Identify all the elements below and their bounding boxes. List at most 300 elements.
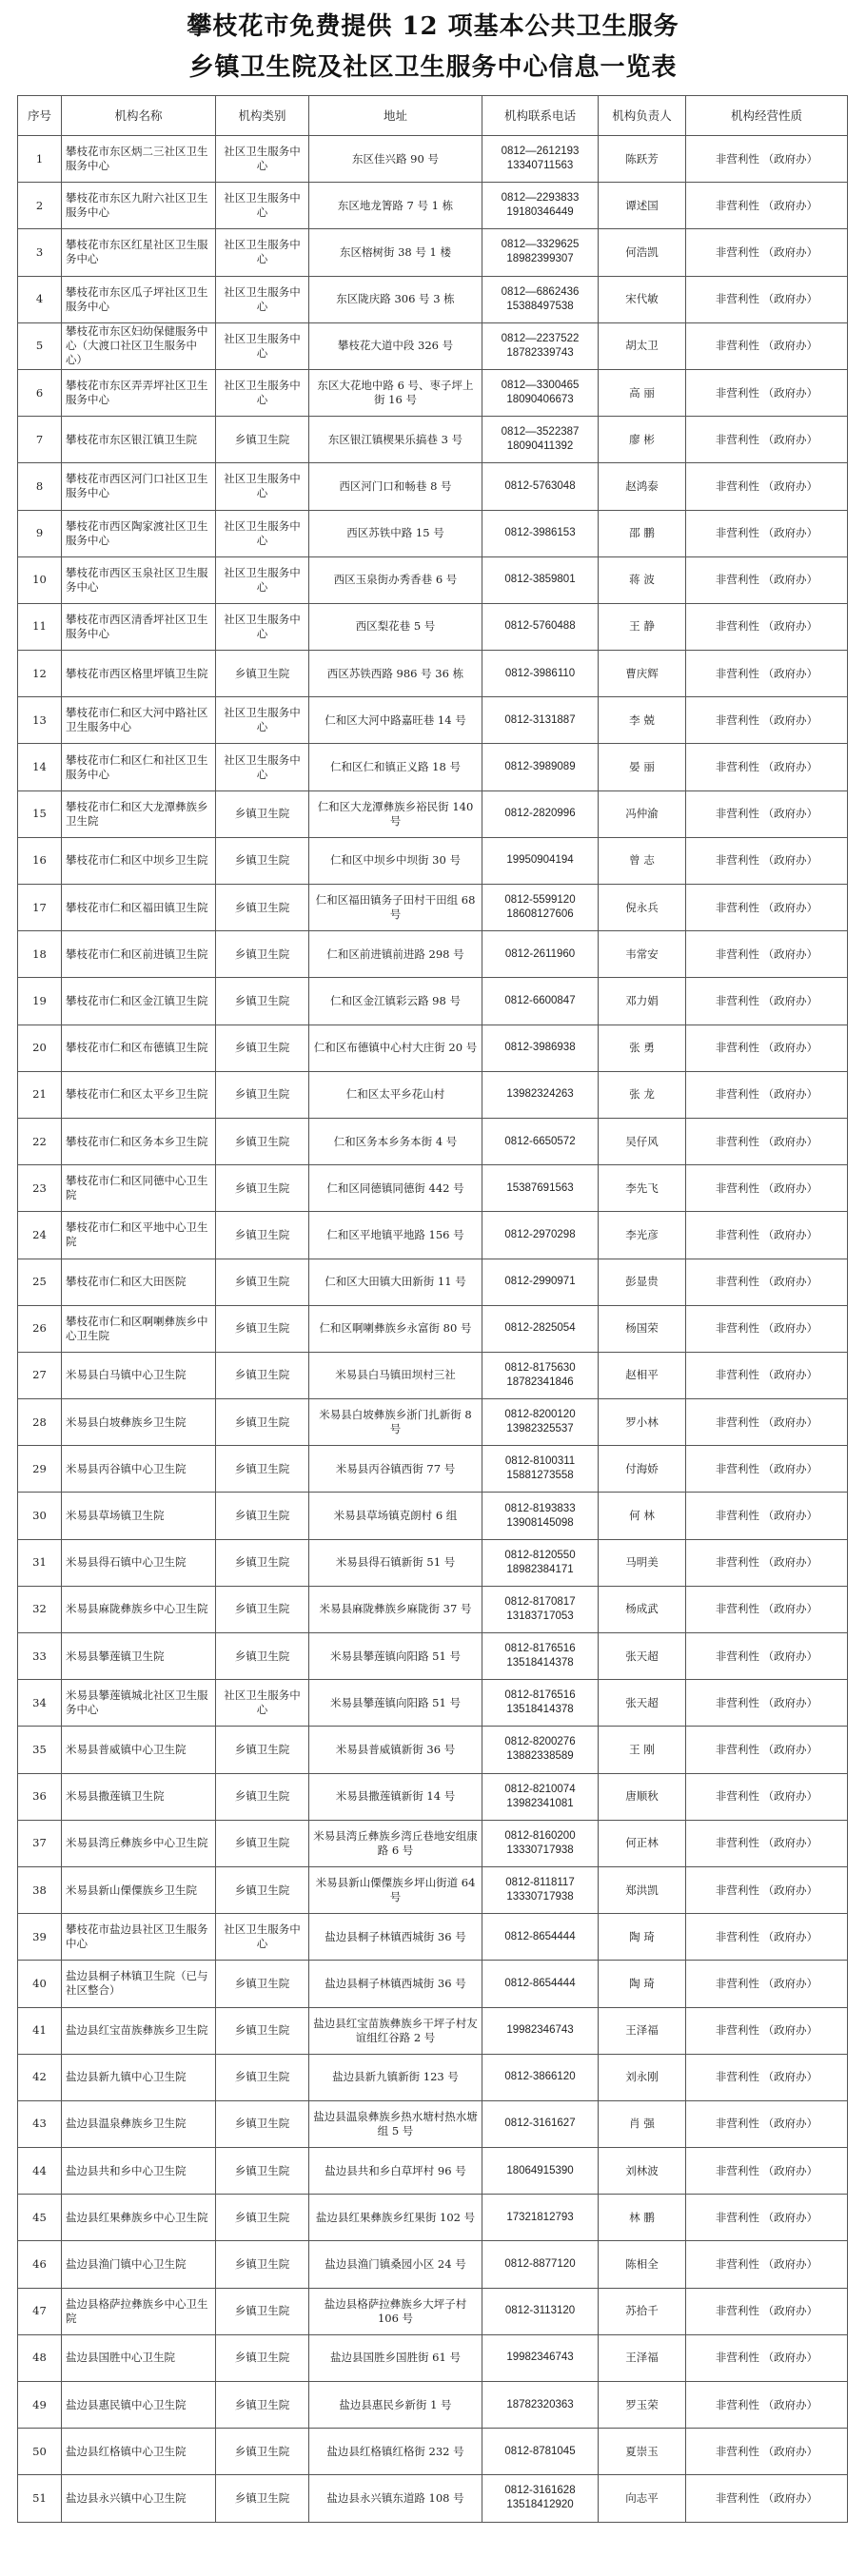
cell-nature: 非营利性 （政府办） (686, 2007, 848, 2054)
table-row (18, 229, 848, 276)
cell-name: 米易县普威镇中心卫生院 (62, 1727, 216, 1773)
cell-phone: 0812-5763048 (482, 463, 599, 510)
cell-name: 攀枝花市东区红星社区卫生服务中心 (62, 229, 216, 276)
cell-address: 盐边县桐子林镇西城街 36 号 (309, 1914, 482, 1961)
cell-phone: 0812-3866120 (482, 2054, 599, 2100)
cell-no: 15 (18, 790, 62, 837)
table-row (18, 744, 848, 790)
table-row (18, 556, 848, 603)
cell-name: 米易县得石镇中心卫生院 (62, 1539, 216, 1586)
cell-nature: 非营利性 （政府办） (686, 1914, 848, 1961)
cell-head: 吴仔风 (599, 1118, 686, 1164)
cell-nature: 非营利性 （政府办） (686, 885, 848, 931)
cell-no: 33 (18, 1633, 62, 1680)
cell-address: 盐边县共和乡白草坪村 96 号 (309, 2148, 482, 2195)
table-row (18, 1352, 848, 1398)
table-row (18, 369, 848, 416)
cell-no: 5 (18, 322, 62, 369)
cell-nature: 非营利性 （政府办） (686, 1493, 848, 1539)
cell-name: 盐边县新九镇中心卫生院 (62, 2054, 216, 2100)
cell-phone: 0812-3161628 13518412920 (482, 2475, 599, 2522)
cell-type: 乡镇卫生院 (216, 1352, 309, 1398)
table-row (18, 837, 848, 884)
cell-name: 米易县丙谷镇中心卫生院 (62, 1446, 216, 1493)
cell-address: 米易县白马镇田坝村三社 (309, 1352, 482, 1398)
cell-head: 陶 琦 (599, 1961, 686, 2007)
table-row (18, 2148, 848, 2195)
table-row (18, 2241, 848, 2288)
cell-head: 陈跃芳 (599, 136, 686, 183)
cell-address: 仁和区福田镇务子田村干田组 68 号 (309, 885, 482, 931)
cell-no: 39 (18, 1914, 62, 1961)
cell-no: 17 (18, 885, 62, 931)
cell-name: 攀枝花市仁和区太平乡卫生院 (62, 1071, 216, 1118)
cell-phone: 0812-3986153 (482, 510, 599, 556)
cell-type: 社区卫生服务中心 (216, 322, 309, 369)
table-row (18, 697, 848, 744)
cell-address: 盐边县国胜乡国胜街 61 号 (309, 2334, 482, 2381)
cell-address: 盐边县惠民乡新街 1 号 (309, 2382, 482, 2429)
table-row (18, 322, 848, 369)
cell-address: 仁和区啊喇彝族乡永富街 80 号 (309, 1305, 482, 1352)
cell-phone: 18064915390 (482, 2148, 599, 2195)
cell-nature: 非营利性 （政府办） (686, 276, 848, 322)
table-row (18, 136, 848, 183)
table-row (18, 1165, 848, 1212)
cell-nature: 非营利性 （政府办） (686, 978, 848, 1025)
cell-head: 韦常安 (599, 931, 686, 978)
cell-address: 东区银江镇楔果乐搞巷 3 号 (309, 417, 482, 463)
table-row (18, 1071, 848, 1118)
table-row (18, 651, 848, 697)
cell-no: 29 (18, 1446, 62, 1493)
cell-no: 9 (18, 510, 62, 556)
cell-phone: 0812—3300465 18090406673 (482, 369, 599, 416)
cell-no: 38 (18, 1866, 62, 1913)
cell-head: 邵 鹏 (599, 510, 686, 556)
cell-phone: 19982346743 (482, 2007, 599, 2054)
cell-head: 蒋 波 (599, 556, 686, 603)
cell-head: 何浩凯 (599, 229, 686, 276)
cell-nature: 非营利性 （政府办） (686, 556, 848, 603)
cell-type: 乡镇卫生院 (216, 931, 309, 978)
cell-type: 乡镇卫生院 (216, 2100, 309, 2147)
table-row (18, 2382, 848, 2429)
cell-type: 乡镇卫生院 (216, 1259, 309, 1305)
cell-address: 盐边县温泉彝族乡热水塘村热水塘组 5 号 (309, 2100, 482, 2147)
cell-phone: 17321812793 (482, 2195, 599, 2241)
cell-nature: 非营利性 （政府办） (686, 1071, 848, 1118)
cell-nature: 非营利性 （政府办） (686, 1025, 848, 1071)
cell-phone: 0812—2237522 18782339743 (482, 322, 599, 369)
cell-head: 彭显贵 (599, 1259, 686, 1305)
table-row (18, 1118, 848, 1164)
cell-address: 东区陇庆路 306 号 3 栋 (309, 276, 482, 322)
cell-address: 米易县草场镇克朗村 6 组 (309, 1493, 482, 1539)
cell-address: 东区佳兴路 90 号 (309, 136, 482, 183)
table-row (18, 1680, 848, 1727)
cell-head: 李光彦 (599, 1212, 686, 1259)
cell-head: 王 静 (599, 603, 686, 650)
cell-type: 社区卫生服务中心 (216, 276, 309, 322)
cell-phone: 0812-6650572 (482, 1118, 599, 1164)
cell-no: 10 (18, 556, 62, 603)
cell-no: 4 (18, 276, 62, 322)
table-row (18, 1446, 848, 1493)
cell-no: 6 (18, 369, 62, 416)
cell-nature: 非营利性 （政府办） (686, 183, 848, 229)
cell-address: 米易县麻陇彝族乡麻陇街 37 号 (309, 1586, 482, 1632)
cell-head: 谭述国 (599, 183, 686, 229)
cell-head: 何正林 (599, 1820, 686, 1866)
cell-type: 乡镇卫生院 (216, 1961, 309, 2007)
cell-phone: 0812-2990971 (482, 1259, 599, 1305)
cell-nature: 非营利性 （政府办） (686, 1820, 848, 1866)
cell-type: 乡镇卫生院 (216, 2054, 309, 2100)
cell-address: 盐边县红格镇红格街 232 号 (309, 2429, 482, 2475)
cell-name: 攀枝花市仁和区仁和社区卫生服务中心 (62, 744, 216, 790)
cell-no: 12 (18, 651, 62, 697)
cell-nature: 非营利性 （政府办） (686, 837, 848, 884)
cell-phone: 0812-8100311 15881273558 (482, 1446, 599, 1493)
cell-address: 米易县丙谷镇西街 77 号 (309, 1446, 482, 1493)
cell-no: 14 (18, 744, 62, 790)
table-row (18, 885, 848, 931)
cell-address: 盐边县红果彝族乡红果街 102 号 (309, 2195, 482, 2241)
cell-type: 乡镇卫生院 (216, 1493, 309, 1539)
cell-address: 盐边县格萨拉彝族乡大坪子村 106 号 (309, 2288, 482, 2334)
cell-no: 24 (18, 1212, 62, 1259)
cell-type: 乡镇卫生院 (216, 1633, 309, 1680)
cell-head: 赵相平 (599, 1352, 686, 1398)
cell-phone: 0812-3113120 (482, 2288, 599, 2334)
cell-name: 米易县白坡彝族乡卫生院 (62, 1399, 216, 1446)
cell-nature: 非营利性 （政府办） (686, 2148, 848, 2195)
cell-head: 杨国荣 (599, 1305, 686, 1352)
cell-head: 王泽福 (599, 2334, 686, 2381)
cell-phone: 0812—2612193 13340711563 (482, 136, 599, 183)
cell-no: 16 (18, 837, 62, 884)
cell-name: 攀枝花市仁和区布德镇卫生院 (62, 1025, 216, 1071)
cell-head: 冯仲渝 (599, 790, 686, 837)
table-row (18, 510, 848, 556)
table-row (18, 978, 848, 1025)
cell-name: 盐边县格萨拉彝族乡中心卫生院 (62, 2288, 216, 2334)
cell-type: 社区卫生服务中心 (216, 463, 309, 510)
table-row (18, 1025, 848, 1071)
table-row (18, 1866, 848, 1913)
document-title-line2: 乡镇卫生院及社区卫生服务中心信息一览表 (188, 53, 678, 82)
cell-nature: 非营利性 （政府办） (686, 1446, 848, 1493)
cell-name: 攀枝花市东区瓜子坪社区卫生服务中心 (62, 276, 216, 322)
cell-phone: 0812-8654444 (482, 1961, 599, 2007)
cell-name: 攀枝花市东区弄弄坪社区卫生服务中心 (62, 369, 216, 416)
cell-head: 陈相全 (599, 2241, 686, 2288)
cell-head: 陶 琦 (599, 1914, 686, 1961)
header-type: 机构类别 (216, 96, 309, 136)
cell-name: 攀枝花市西区陶家渡社区卫生服务中心 (62, 510, 216, 556)
cell-phone: 0812-8200120 13982325537 (482, 1399, 599, 1446)
cell-name: 盐边县红格镇中心卫生院 (62, 2429, 216, 2475)
cell-address: 东区地龙箐路 7 号 1 栋 (309, 183, 482, 229)
cell-name: 攀枝花市西区玉泉社区卫生服务中心 (62, 556, 216, 603)
cell-nature: 非营利性 （政府办） (686, 1352, 848, 1398)
cell-nature: 非营利性 （政府办） (686, 1866, 848, 1913)
cell-phone: 0812-8877120 (482, 2241, 599, 2288)
cell-nature: 非营利性 （政府办） (686, 1586, 848, 1632)
cell-head: 李先飞 (599, 1165, 686, 1212)
cell-phone: 0812—6862436 15388497538 (482, 276, 599, 322)
cell-no: 7 (18, 417, 62, 463)
cell-no: 25 (18, 1259, 62, 1305)
cell-head: 张天超 (599, 1633, 686, 1680)
cell-name: 攀枝花市西区河门口社区卫生服务中心 (62, 463, 216, 510)
cell-name: 盐边县渔门镇中心卫生院 (62, 2241, 216, 2288)
cell-no: 43 (18, 2100, 62, 2147)
cell-no: 35 (18, 1727, 62, 1773)
cell-nature: 非营利性 （政府办） (686, 651, 848, 697)
cell-address: 仁和区大龙潭彝族乡裕民街 140 号 (309, 790, 482, 837)
cell-nature: 非营利性 （政府办） (686, 2100, 848, 2147)
cell-nature: 非营利性 （政府办） (686, 603, 848, 650)
cell-phone: 15387691563 (482, 1165, 599, 1212)
table-row (18, 1727, 848, 1773)
table-row (18, 790, 848, 837)
cell-name: 攀枝花市西区清香坪社区卫生服务中心 (62, 603, 216, 650)
cell-type: 乡镇卫生院 (216, 1539, 309, 1586)
cell-type: 社区卫生服务中心 (216, 1914, 309, 1961)
cell-nature: 非营利性 （政府办） (686, 1961, 848, 2007)
cell-type: 乡镇卫生院 (216, 2241, 309, 2288)
cell-address: 西区苏铁西路 986 号 36 栋 (309, 651, 482, 697)
table-row (18, 1961, 848, 2007)
cell-address: 仁和区大田镇大田新街 11 号 (309, 1259, 482, 1305)
cell-phone: 0812—3329625 18982399307 (482, 229, 599, 276)
cell-phone: 0812-3986110 (482, 651, 599, 697)
cell-name: 米易县攀莲镇卫生院 (62, 1633, 216, 1680)
cell-type: 社区卫生服务中心 (216, 229, 309, 276)
cell-type: 乡镇卫生院 (216, 2007, 309, 2054)
header-phone: 机构联系电话 (482, 96, 599, 136)
table-row (18, 1914, 848, 1961)
cell-phone: 0812-2970298 (482, 1212, 599, 1259)
cell-name: 攀枝花市仁和区大田医院 (62, 1259, 216, 1305)
cell-phone: 0812-6600847 (482, 978, 599, 1025)
cell-address: 西区梨花巷 5 号 (309, 603, 482, 650)
cell-nature: 非营利性 （政府办） (686, 369, 848, 416)
cell-name: 攀枝花市东区银江镇卫生院 (62, 417, 216, 463)
cell-type: 乡镇卫生院 (216, 417, 309, 463)
cell-name: 米易县草场镇卫生院 (62, 1493, 216, 1539)
cell-nature: 非营利性 （政府办） (686, 790, 848, 837)
cell-head: 肖 强 (599, 2100, 686, 2147)
cell-phone: 0812-8118117 13330717938 (482, 1866, 599, 1913)
cell-nature: 非营利性 （政府办） (686, 931, 848, 978)
cell-no: 22 (18, 1118, 62, 1164)
cell-head: 罗小林 (599, 1399, 686, 1446)
cell-head: 曾 志 (599, 837, 686, 884)
cell-no: 48 (18, 2334, 62, 2381)
cell-no: 44 (18, 2148, 62, 2195)
cell-nature: 非营利性 （政府办） (686, 2382, 848, 2429)
cell-no: 36 (18, 1773, 62, 1820)
cell-nature: 非营利性 （政府办） (686, 2475, 848, 2522)
cell-nature: 非营利性 （政府办） (686, 744, 848, 790)
cell-type: 乡镇卫生院 (216, 790, 309, 837)
table-row (18, 2100, 848, 2147)
cell-address: 仁和区前进镇前进路 298 号 (309, 931, 482, 978)
cell-type: 社区卫生服务中心 (216, 1680, 309, 1727)
cell-type: 社区卫生服务中心 (216, 183, 309, 229)
cell-head: 张 龙 (599, 1071, 686, 1118)
cell-address: 盐边县永兴镇东道路 108 号 (309, 2475, 482, 2522)
cell-no: 42 (18, 2054, 62, 2100)
cell-nature: 非营利性 （政府办） (686, 463, 848, 510)
cell-address: 仁和区仁和镇正义路 18 号 (309, 744, 482, 790)
cell-address: 米易县攀莲镇向阳路 51 号 (309, 1680, 482, 1727)
cell-type: 乡镇卫生院 (216, 1773, 309, 1820)
table-row (18, 1773, 848, 1820)
cell-name: 攀枝花市仁和区大龙潭彝族乡卫生院 (62, 790, 216, 837)
cell-head: 王 刚 (599, 1727, 686, 1773)
cell-nature: 非营利性 （政府办） (686, 510, 848, 556)
cell-address: 米易县得石镇新街 51 号 (309, 1539, 482, 1586)
cell-type: 乡镇卫生院 (216, 1727, 309, 1773)
header-name: 机构名称 (62, 96, 216, 136)
cell-no: 11 (18, 603, 62, 650)
cell-name: 米易县麻陇彝族乡中心卫生院 (62, 1586, 216, 1632)
cell-phone: 0812-3131887 (482, 697, 599, 744)
cell-no: 28 (18, 1399, 62, 1446)
cell-address: 米易县新山傈僳族乡坪山街道 64 号 (309, 1866, 482, 1913)
cell-no: 30 (18, 1493, 62, 1539)
cell-no: 26 (18, 1305, 62, 1352)
cell-no: 1 (18, 136, 62, 183)
table-row (18, 1212, 848, 1259)
cell-head: 王泽福 (599, 2007, 686, 2054)
cell-phone: 0812-3161627 (482, 2100, 599, 2147)
cell-phone: 0812-8654444 (482, 1914, 599, 1961)
cell-type: 乡镇卫生院 (216, 978, 309, 1025)
cell-head: 郑洪凯 (599, 1866, 686, 1913)
cell-no: 40 (18, 1961, 62, 2007)
cell-head: 刘林波 (599, 2148, 686, 2195)
cell-nature: 非营利性 （政府办） (686, 1165, 848, 1212)
cell-nature: 非营利性 （政府办） (686, 1305, 848, 1352)
cell-name: 盐边县惠民镇中心卫生院 (62, 2382, 216, 2429)
cell-nature: 非营利性 （政府办） (686, 1680, 848, 1727)
cell-nature: 非营利性 （政府办） (686, 136, 848, 183)
cell-no: 23 (18, 1165, 62, 1212)
cell-no: 3 (18, 229, 62, 276)
cell-name: 攀枝花市西区格里坪镇卫生院 (62, 651, 216, 697)
header-no: 序号 (18, 96, 62, 136)
cell-type: 乡镇卫生院 (216, 2382, 309, 2429)
cell-phone: 0812-3859801 (482, 556, 599, 603)
cell-head: 张 勇 (599, 1025, 686, 1071)
cell-nature: 非营利性 （政府办） (686, 2334, 848, 2381)
header-address: 地址 (309, 96, 482, 136)
cell-address: 东区大花地中路 6 号、枣子坪上街 16 号 (309, 369, 482, 416)
cell-nature: 非营利性 （政府办） (686, 1633, 848, 1680)
cell-type: 乡镇卫生院 (216, 1025, 309, 1071)
cell-phone: 19950904194 (482, 837, 599, 884)
cell-head: 苏拾千 (599, 2288, 686, 2334)
cell-name: 攀枝花市仁和区大河中路社区卫生服务中心 (62, 697, 216, 744)
cell-address: 仁和区务本乡务本街 4 号 (309, 1118, 482, 1164)
cell-no: 47 (18, 2288, 62, 2334)
cell-phone: 0812-3989089 (482, 744, 599, 790)
cell-name: 攀枝花市仁和区前进镇卫生院 (62, 931, 216, 978)
cell-head: 杨成武 (599, 1586, 686, 1632)
cell-nature: 非营利性 （政府办） (686, 1399, 848, 1446)
cell-phone: 0812-8200276 13882338589 (482, 1727, 599, 1773)
table-row (18, 2007, 848, 2054)
cell-phone: 0812-5599120 18608127606 (482, 885, 599, 931)
cell-head: 廖 彬 (599, 417, 686, 463)
cell-nature: 非营利性 （政府办） (686, 1727, 848, 1773)
cell-name: 攀枝花市仁和区金江镇卫生院 (62, 978, 216, 1025)
cell-nature: 非营利性 （政府办） (686, 697, 848, 744)
cell-name: 攀枝花市盐边县社区卫生服务中心 (62, 1914, 216, 1961)
cell-name: 米易县撒莲镇卫生院 (62, 1773, 216, 1820)
cell-phone: 19982346743 (482, 2334, 599, 2381)
cell-phone: 0812-8160200 13330717938 (482, 1820, 599, 1866)
cell-name: 攀枝花市仁和区啊喇彝族乡中心卫生院 (62, 1305, 216, 1352)
cell-type: 乡镇卫生院 (216, 2148, 309, 2195)
cell-phone: 0812—3522387 18090411392 (482, 417, 599, 463)
cell-phone: 0812-8170817 13183717053 (482, 1586, 599, 1632)
cell-head: 高 丽 (599, 369, 686, 416)
cell-head: 张天超 (599, 1680, 686, 1727)
cell-no: 21 (18, 1071, 62, 1118)
cell-type: 乡镇卫生院 (216, 1586, 309, 1632)
table-row (18, 2429, 848, 2475)
cell-address: 仁和区同德镇同德街 442 号 (309, 1165, 482, 1212)
cell-name: 米易县攀莲镇城北社区卫生服务中心 (62, 1680, 216, 1727)
cell-type: 社区卫生服务中心 (216, 697, 309, 744)
cell-name: 米易县白马镇中心卫生院 (62, 1352, 216, 1398)
cell-type: 乡镇卫生院 (216, 1165, 309, 1212)
cell-type: 社区卫生服务中心 (216, 744, 309, 790)
cell-head: 曹庆辉 (599, 651, 686, 697)
cell-name: 攀枝花市仁和区福田镇卫生院 (62, 885, 216, 931)
cell-head: 赵鸿泰 (599, 463, 686, 510)
cell-nature: 非营利性 （政府办） (686, 2054, 848, 2100)
cell-no: 46 (18, 2241, 62, 2288)
cell-phone: 0812-8175630 18782341846 (482, 1352, 599, 1398)
cell-head: 向志平 (599, 2475, 686, 2522)
cell-phone: 13982324263 (482, 1071, 599, 1118)
cell-address: 攀枝花大道中段 326 号 (309, 322, 482, 369)
cell-phone: 0812-2825054 (482, 1305, 599, 1352)
cell-type: 社区卫生服务中心 (216, 510, 309, 556)
cell-nature: 非营利性 （政府办） (686, 1118, 848, 1164)
cell-name: 攀枝花市东区炳二三社区卫生服务中心 (62, 136, 216, 183)
cell-phone: 0812-8176516 13518414378 (482, 1633, 599, 1680)
cell-phone: 0812-2611960 (482, 931, 599, 978)
cell-nature: 非营利性 （政府办） (686, 2195, 848, 2241)
cell-name: 攀枝花市东区九附六社区卫生服务中心 (62, 183, 216, 229)
cell-nature: 非营利性 （政府办） (686, 1259, 848, 1305)
table-row (18, 417, 848, 463)
cell-no: 51 (18, 2475, 62, 2522)
cell-no: 49 (18, 2382, 62, 2429)
cell-address: 盐边县红宝苗族彝族乡干坪子村友谊组红谷路 2 号 (309, 2007, 482, 2054)
cell-address: 仁和区平地镇平地路 156 号 (309, 1212, 482, 1259)
cell-address: 西区玉泉街办秀香巷 6 号 (309, 556, 482, 603)
table-row (18, 2334, 848, 2381)
